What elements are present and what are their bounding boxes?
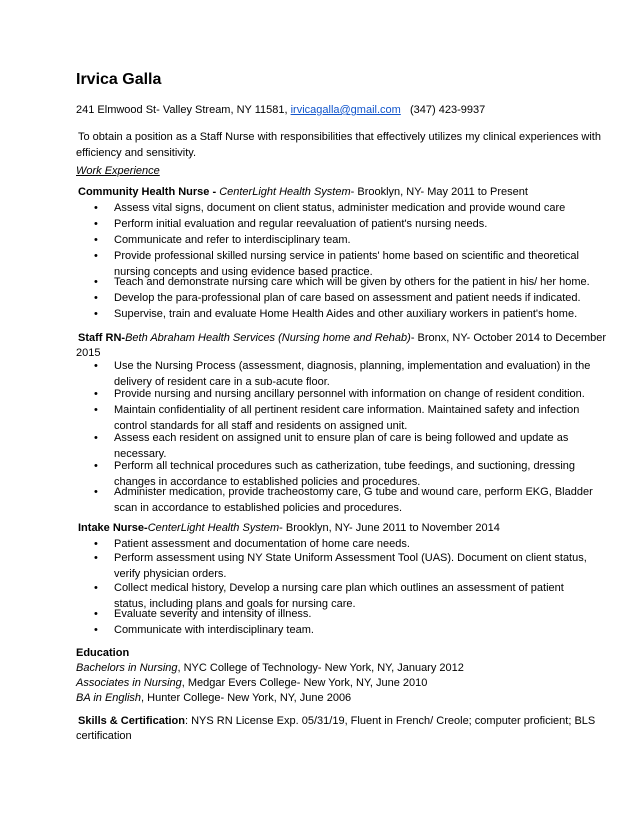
bullet: •	[94, 234, 98, 246]
bullet: •	[94, 538, 98, 550]
bullet: •	[94, 582, 98, 594]
education-item-1-details: , NYC College of Technology- New York, NY, January 2012	[177, 662, 464, 674]
candidate-name: Irvica Galla	[76, 71, 162, 88]
job-1-bullet-4: Provide professional skilled nursing service in patients' home based on scientific and theoretical nursing concepts and using evidence based practice.	[114, 250, 579, 278]
job-2-bullet-3: Maintain confidentiality of all pertinent resident care information. Maintained safety and infection control standards for all staff and residents on assigned unit.	[114, 404, 580, 432]
skills-line-2: certification	[76, 730, 132, 742]
job-1-bullet-3: Communicate and refer to interdisciplinary team.	[114, 234, 351, 246]
bullet: •	[94, 624, 98, 636]
address: 241 Elmwood St- Valley Stream, NY 11581,	[76, 104, 291, 116]
bullet: •	[94, 432, 98, 444]
skills-label: Skills & Certification	[78, 715, 185, 727]
job-1-bullet-7: Supervise, train and evaluate Home Health Aides and other auxiliary workers in patient's home.	[114, 308, 578, 320]
bullet: •	[94, 202, 98, 214]
job-2-bullet-6: Administer medication, provide tracheostomy care, G tube and wound care, perform EKG, Bladder scan in accordance to established policies and procedures.	[114, 486, 593, 514]
bullet: •	[94, 218, 98, 230]
objective-line-1: To obtain a position as a Staff Nurse with responsibilities that effectively utilizes my clinical experiences with	[78, 131, 601, 143]
phone: (347) 423-9937	[409, 104, 486, 116]
job-3-bullet-4: Evaluate severity and intensity of illness.	[114, 608, 312, 620]
degree-2: Associates in Nursing	[76, 677, 182, 689]
job-2-title: Staff RN-	[78, 332, 126, 344]
job-2-dates-continued: 2015	[76, 347, 101, 359]
job-2-header	[78, 330, 606, 346]
degree-3: BA in English	[76, 692, 142, 704]
job-3-header	[78, 520, 500, 536]
education-item-3	[76, 690, 351, 706]
job-3-bullet-1: Patient assessment and documentation of home care needs.	[114, 538, 410, 550]
education-heading: Education	[76, 647, 130, 659]
job-3-location-dates: - Brooklyn, NY- June 2011 to November 2014	[279, 522, 500, 534]
email-link[interactable]: irvicagalla@gmail.com	[290, 104, 401, 116]
education-item-2	[76, 675, 427, 691]
job-3-bullet-3: Collect medical history, Develop a nursing care plan which outlines an assessment of patient status, including plans and goals for nursing care.	[114, 582, 564, 610]
job-1-location-dates: - Brooklyn, NY- May 2011 to Present	[350, 186, 528, 198]
job-2-bullet-2: Provide nursing and nursing ancillary personnel with information on change of resident condition.	[114, 388, 585, 400]
bullet: •	[94, 308, 98, 320]
bullet: •	[94, 486, 98, 498]
bullet: •	[94, 388, 98, 400]
skills-line-1	[78, 713, 595, 729]
bullet: •	[94, 552, 98, 564]
skills-list: : NYS RN License Exp. 05/31/19, Fluent in French/ Creole; computer proficient; BLS	[184, 715, 596, 727]
job-2-bullet-5: Perform all technical procedures such as catherization, tube feedings, and suctioning, dressing changes in accordance to established policies and procedures.	[114, 460, 576, 488]
job-3-bullet-5: Communicate with interdisciplinary team.	[114, 624, 314, 636]
job-3-bullet-2: Perform assessment using NY State Uniform Assessment Tool (UAS). Document on client status, verify physician orders.	[114, 552, 587, 580]
job-2-employer: Beth Abraham Health Services (Nursing home and Rehab)	[125, 332, 411, 344]
bullet: •	[94, 460, 98, 472]
work-experience-heading: Work Experience	[76, 165, 160, 177]
degree-1: Bachelors in Nursing	[76, 662, 178, 674]
job-2-location-dates: - Bronx, NY- October 2014 to December	[410, 332, 607, 344]
job-3-employer: CenterLight Health System	[147, 522, 280, 534]
bullet: •	[94, 360, 98, 372]
bullet: •	[94, 276, 98, 288]
bullet: •	[94, 608, 98, 620]
job-1-bullet-5: Teach and demonstrate nursing care which will be given by others for the patient in his/ her home.	[114, 276, 590, 288]
contact-line	[76, 102, 485, 118]
objective-line-2: efficiency and sensitivity.	[76, 147, 197, 159]
bullet: •	[94, 292, 98, 304]
education-item-1	[76, 660, 464, 676]
job-1-header	[78, 184, 528, 200]
job-2-bullet-1: Use the Nursing Process (assessment, diagnosis, planning, implementation and evaluation) in the delivery of resident care in a sub-acute floor.	[114, 360, 591, 388]
job-1-bullet-6: Develop the para-professional plan of care based on assessment and patient needs if indicated.	[114, 292, 581, 304]
bullet: •	[94, 404, 98, 416]
bullet: •	[94, 250, 98, 262]
job-2-bullet-4: Assess each resident on assigned unit to ensure plan of care is being followed and update as necessary.	[114, 432, 569, 460]
job-1-bullet-1: Assess vital signs, document on client status, administer medication and provide wound care	[114, 202, 566, 214]
job-1-title: Community Health Nurse -	[78, 186, 220, 198]
job-3-title: Intake Nurse-	[78, 522, 148, 534]
job-1-employer: CenterLight Health System	[219, 186, 351, 198]
job-1-bullet-2: Perform initial evaluation and regular reevaluation of patient's nursing needs.	[114, 218, 488, 230]
education-item-2-details: , Medgar Evers College- New York, NY, June 2010	[181, 677, 428, 689]
education-item-3-details: , Hunter College- New York, NY, June 2006	[141, 692, 352, 704]
